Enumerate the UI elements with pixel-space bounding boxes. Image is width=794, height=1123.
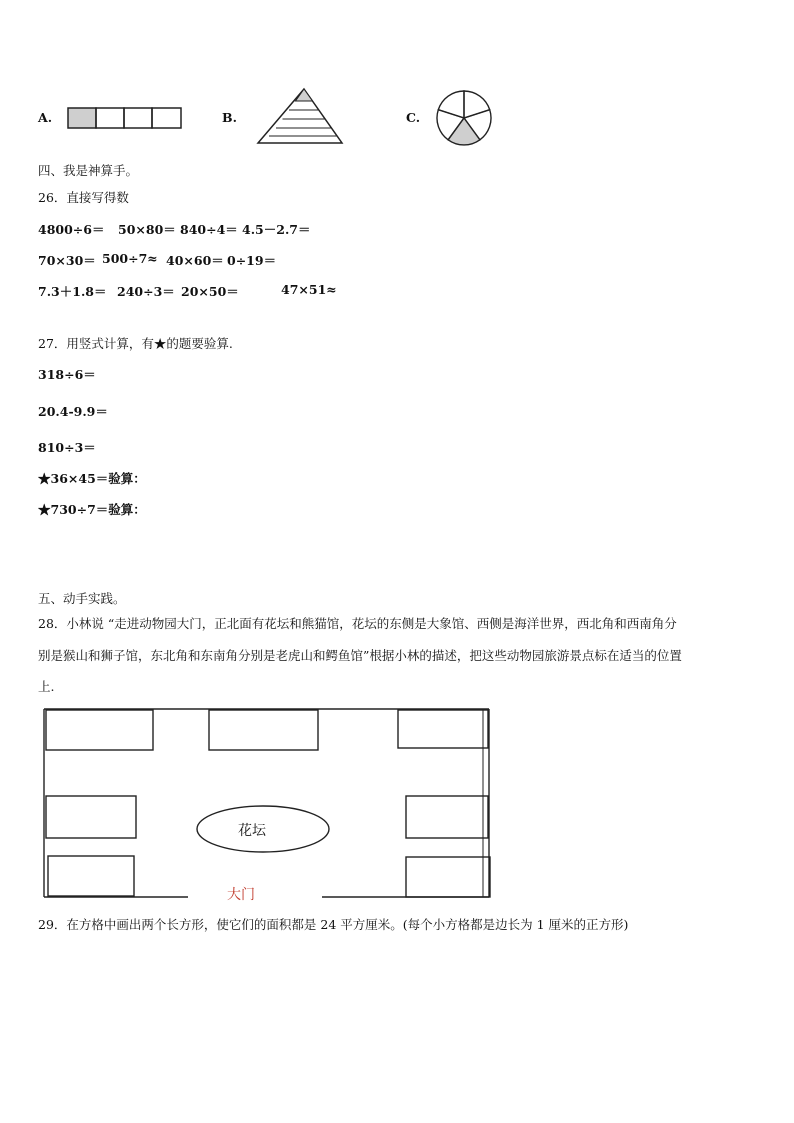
northwest-slot (46, 710, 153, 750)
q27-item-4: ★36×45＝验算： (38, 471, 146, 486)
q27-item-3: 810÷3＝ (38, 440, 96, 455)
q27-title: 27．用竖式计算，有★的题要验算. (38, 336, 233, 351)
southeast-slot (406, 857, 490, 897)
q28-text-line2: 别是猴山和狮子馆，东北角和东南角分别是老虎山和鳄鱼馆”根据小林的描述，把这些动物园旅游景点标在适当的位置 (38, 648, 682, 663)
option-b-label: B. (222, 110, 237, 125)
q28-text-line1: 28．小林说 “走进动物园大门，正北面有花坛和熊猫馆，花坛的东侧是大象馆、西侧是海洋世界，西北角和西南角分 (38, 616, 677, 631)
q27-item-2: 20.4-9.9＝ (38, 404, 108, 419)
option-c-label: C. (406, 110, 421, 125)
q26-r3-c3: 20×50＝ (181, 284, 239, 299)
east-slot (406, 796, 488, 838)
north-slot (209, 710, 318, 750)
section4-heading: 四、我是神算手。 (38, 163, 139, 178)
q28-text-line3: 上. (38, 679, 55, 694)
q26-r2-c4: 0÷19＝ (227, 253, 277, 268)
q26-title: 26．直接写得数 (38, 190, 129, 205)
q26-r1-c1: 4800÷6＝ (38, 222, 105, 237)
q26-r1-c2: 50×80＝ (118, 222, 176, 237)
q29-text: 29．在方格中画出两个长方形，使它们的面积都是 24 平方厘米。(每个小方格都是边长为 1 厘米的正方形) (38, 917, 629, 932)
q26-r3-c2: 240÷3＝ (117, 284, 175, 299)
q26-r1-c4: 4.5－2.7＝ (242, 222, 311, 237)
q26-r2-c3: 40×60＝ (166, 253, 224, 268)
southwest-slot (48, 856, 134, 896)
option-a-label: A. (38, 110, 53, 125)
west-slot (46, 796, 136, 838)
q26-r1-c3: 840÷4＝ (180, 222, 238, 237)
q27-item-5: ★730÷7＝验算： (38, 502, 146, 517)
q26-r3-c4: 47×51≈ (281, 282, 337, 297)
q26-r3-c1: 7.3＋1.8＝ (38, 284, 107, 299)
q26-r2-c1: 70×30＝ (38, 253, 96, 268)
northeast-slot (398, 710, 488, 748)
gate-label: 大门 (227, 887, 255, 903)
q27-item-1: 318÷6＝ (38, 367, 96, 382)
q26-r2-c2: 500÷7≈ (102, 251, 158, 266)
flowerbed-label: 花坛 (238, 823, 266, 839)
section5-heading: 五、动手实践。 (38, 591, 126, 606)
